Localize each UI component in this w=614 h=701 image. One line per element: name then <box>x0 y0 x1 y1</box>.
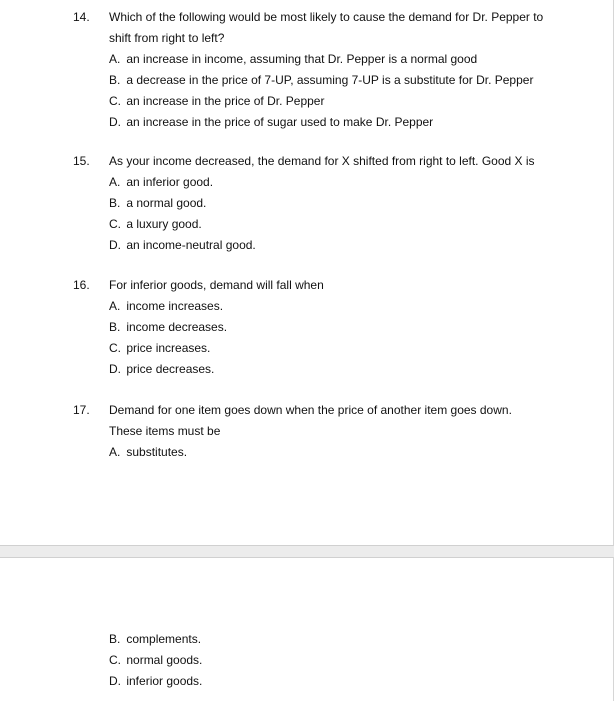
answer-option-c <box>109 338 210 359</box>
option-letter: C. <box>109 217 121 231</box>
question-text: For inferior goods, demand will fall when <box>109 278 324 292</box>
option-text: an increase in income, assuming that Dr. Pepper is a normal good <box>126 52 478 66</box>
option-text: price increases. <box>126 341 211 355</box>
option-text: an increase in the price of sugar used to make Dr. Pepper <box>126 115 434 129</box>
option-letter: D. <box>109 238 121 252</box>
option-text: normal goods. <box>126 653 203 667</box>
question-number: 16. <box>73 278 90 292</box>
option-text: price decreases. <box>126 362 215 376</box>
question-number: 15. <box>73 154 90 168</box>
option-letter: D. <box>109 362 121 376</box>
question-number: 14. <box>73 10 90 24</box>
question-text: As your income decreased, the demand for X shifted from right to left. Good X is <box>109 154 535 168</box>
option-text: income increases. <box>126 299 224 313</box>
option-letter: A. <box>109 52 121 66</box>
question-text: Demand for one item goes down when the price of another item goes down. These items must be <box>109 403 512 438</box>
option-text: a decrease in the price of 7-UP, assuming 7-UP is a substitute for Dr. Pepper <box>126 73 534 87</box>
option-letter: D. <box>109 674 121 688</box>
option-text: an increase in the price of Dr. Pepper <box>126 94 325 108</box>
option-text: complements. <box>126 632 202 646</box>
option-letter: C. <box>109 653 121 667</box>
option-letter: A. <box>109 299 121 313</box>
option-letter: D. <box>109 115 121 129</box>
option-letter: C. <box>109 94 121 108</box>
option-text: an income-neutral good. <box>126 238 256 252</box>
answer-option-c <box>109 91 324 112</box>
option-letter: B. <box>109 320 121 334</box>
option-text: substitutes. <box>126 445 188 459</box>
answer-option-b <box>109 317 227 338</box>
option-text: inferior goods. <box>126 674 203 688</box>
option-text: a normal good. <box>126 196 207 210</box>
answer-option-c <box>109 214 202 235</box>
option-letter: B. <box>109 73 121 87</box>
option-letter: C. <box>109 341 121 355</box>
option-letter: A. <box>109 175 121 189</box>
option-text: a luxury good. <box>126 217 202 231</box>
answer-option-b <box>109 193 206 214</box>
option-letter: B. <box>109 196 121 210</box>
question-text: Which of the following would be most likely to cause the demand for Dr. Pepper to shift from right to left? <box>109 10 544 45</box>
document-page-2 <box>0 557 614 701</box>
answer-option-d <box>109 671 202 692</box>
answer-option-d <box>109 359 214 380</box>
answer-option-a <box>109 442 187 463</box>
option-letter: A. <box>109 445 121 459</box>
answer-option-d <box>109 112 433 133</box>
answer-option-d <box>109 235 256 256</box>
question-number: 17. <box>73 403 90 417</box>
option-text: an inferior good. <box>126 175 214 189</box>
answer-option-a <box>109 49 477 70</box>
option-letter: B. <box>109 632 121 646</box>
answer-option-b <box>109 70 533 91</box>
option-text: income decreases. <box>126 320 228 334</box>
answer-option-a <box>109 172 213 193</box>
answer-option-a <box>109 296 223 317</box>
answer-option-c <box>109 650 202 671</box>
answer-option-b <box>109 629 201 650</box>
